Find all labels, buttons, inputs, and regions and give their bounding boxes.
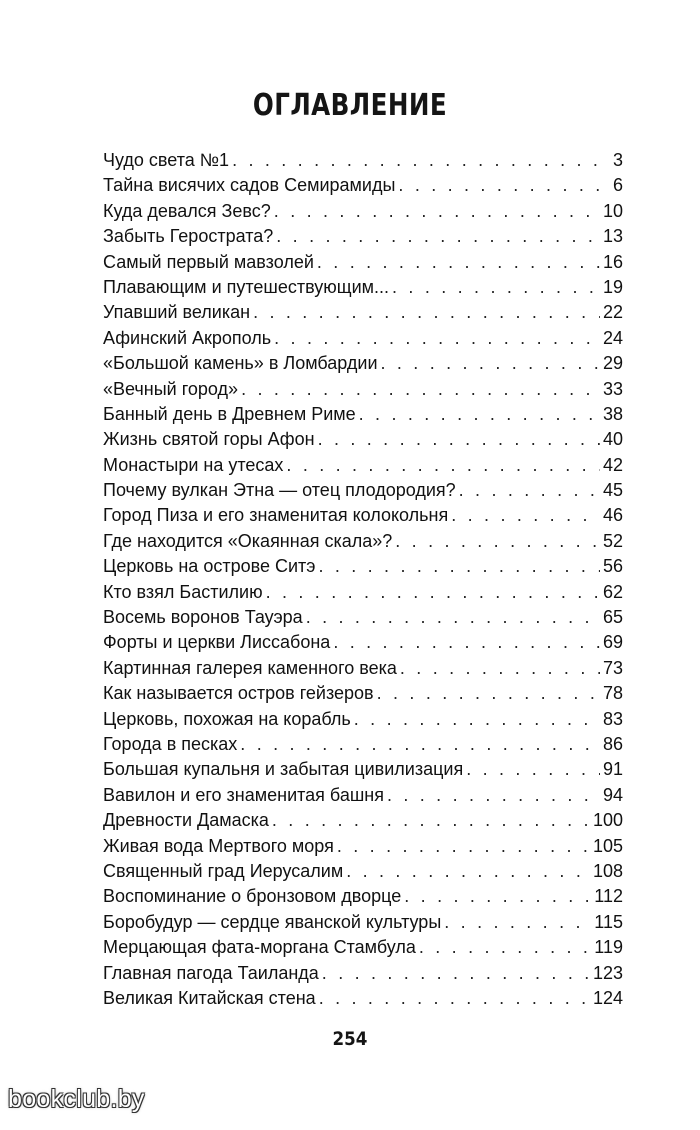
dot-leader [392,275,600,300]
toc-entry-title: Город Пиза и его знаменитая колокольня [103,505,449,526]
dot-leader [377,681,600,706]
toc-entry-page: 86 [602,733,623,754]
dot-leader [266,580,600,605]
toc-entry [103,351,623,376]
page-number: 254 [332,1028,368,1050]
toc-entry [103,529,623,554]
toc-entry [103,630,623,655]
toc-entry-title: Самый первый мавзолей [103,251,314,272]
toc-entry-title: Жизнь святой горы Афон [103,429,315,450]
toc-entry-page: 3 [612,150,623,170]
toc-entry-title: Плавающим и путешествующим... [103,276,390,297]
dot-leader [387,783,600,808]
toc-entry-title: Мерцающая фата-моргана Стамбула [103,937,416,958]
table-of-contents [103,148,623,1011]
toc-entry-title: Упавший великан [103,302,251,323]
toc-entry-page: 115 [594,911,623,932]
toc-entry-page: 45 [602,480,623,501]
dot-leader [286,453,600,478]
dot-leader [272,808,590,833]
toc-entry-page: 123 [592,962,623,983]
toc-entry [103,986,623,1011]
toc-entry [103,757,623,782]
toc-entry-page: 65 [602,607,623,628]
toc-entry-page: 94 [602,784,623,805]
toc-entry-title: Церковь на острове Ситэ [103,556,316,577]
dot-leader [276,224,600,249]
toc-entry-title: Города в песках [103,733,238,754]
toc-entry-page: 73 [602,657,623,678]
dot-leader [444,910,591,935]
dot-leader [337,834,590,859]
toc-entry [103,605,623,630]
toc-entry-title: Вавилон и его знаменитая башня [103,784,384,805]
dot-leader [466,757,600,782]
toc-entry-page: 46 [602,505,623,526]
dot-leader [395,529,600,554]
toc-entry [103,935,623,960]
toc-entry-title: «Вечный город» [103,378,239,399]
toc-entry-page: 52 [602,530,623,551]
toc-entry-title: Картинная галерея каменного века [103,657,397,678]
watermark: bookclub.by [8,1085,145,1113]
toc-entry-page: 112 [594,886,623,907]
toc-entry [103,275,623,300]
toc-entry [103,453,623,478]
toc-entry-title: Как называется остров гейзеров [103,683,374,704]
dot-leader [400,656,600,681]
toc-entry [103,732,623,757]
dot-leader [318,554,600,579]
toc-entry-page: 100 [592,810,623,831]
toc-entry-page: 78 [602,683,623,704]
dot-leader [240,732,600,757]
toc-entry-title: Большая купальня и забытая цивилизация [103,759,464,780]
toc-entry [103,707,623,732]
toc-entry-page: 62 [602,581,623,602]
toc-entry-page: 16 [602,251,623,272]
toc-entry [103,199,623,224]
dot-leader [419,935,591,960]
dot-leader [253,300,600,325]
toc-entry [103,656,623,681]
dot-leader [306,605,600,630]
toc-entry [103,402,623,427]
toc-entry-title: Афинский Акрополь [103,327,272,348]
toc-entry [103,808,623,833]
toc-entry [103,300,623,325]
toc-entry-page: 42 [602,454,623,475]
toc-entry-page: 108 [592,860,623,881]
toc-entry [103,580,623,605]
toc-entry [103,478,623,503]
toc-entry-title: Монастыри на утесах [103,454,284,475]
toc-entry-title: Живая вода Мертвого моря [103,835,334,856]
dot-leader [232,148,604,173]
toc-entry-page: 83 [602,708,623,729]
toc-entry-page: 119 [594,937,623,958]
dot-leader [354,707,600,732]
toc-entry [103,859,623,884]
toc-entry-title: Тайна висячих садов Семирамиды [103,175,396,196]
dot-leader [451,503,600,528]
toc-entry-title: Великая Китайская стена [103,987,316,1008]
toc-entry-page: 33 [602,378,623,399]
toc-entry [103,681,623,706]
toc-entry-title: Чудо света №1 [103,150,230,170]
toc-entry [103,326,623,351]
toc-entry-page: 105 [592,835,623,856]
dot-leader [333,630,600,655]
dot-leader [381,351,600,376]
dot-leader [322,961,590,986]
dot-leader [241,377,600,402]
toc-entry-title: Где находится «Окаянная скала»? [103,530,393,551]
dot-leader [404,884,591,909]
toc-entry [103,377,623,402]
toc-entry [103,554,623,579]
dot-leader [274,326,600,351]
toc-entry-page: 22 [602,302,623,323]
toc-entry-page: 56 [602,556,623,577]
toc-entry-title: Воспоминание о бронзовом дворце [103,886,402,907]
toc-entry-page: 91 [602,759,623,780]
toc-entry-title: Боробудур — сердце яванской культуры [103,911,442,932]
toc-entry [103,224,623,249]
toc-entry [103,910,623,935]
toc-entry-title: Почему вулкан Этна — отец плодородия? [103,480,456,501]
dot-leader [459,478,600,503]
toc-entry-page: 19 [602,276,623,297]
dot-leader [274,199,600,224]
toc-entry-page: 13 [602,226,623,247]
toc-entry-title: Кто взял Бастилию [103,581,263,602]
toc-entry-title: Главная пагода Таиланда [103,962,319,983]
dot-leader [318,427,600,452]
toc-entry-page: 29 [602,353,623,374]
toc-entry [103,884,623,909]
dot-leader [317,250,600,275]
toc-entry-page: 38 [602,403,623,424]
dot-leader [346,859,590,884]
toc-entry [103,148,623,173]
toc-entry-title: Церковь, похожая на корабль [103,708,351,729]
toc-entry-page: 24 [602,327,623,348]
toc-entry [103,250,623,275]
toc-entry-title: Куда девался Зевс? [103,200,271,221]
toc-entry-page: 69 [602,632,623,653]
toc-entry [103,783,623,808]
toc-entry [103,834,623,859]
toc-entry [103,427,623,452]
toc-entry-page: 124 [592,987,623,1008]
toc-entry-page: 40 [602,429,623,450]
dot-leader [319,986,590,1011]
page-title: ОГЛАВЛЕНИЕ [252,88,448,123]
toc-entry [103,173,623,198]
toc-entry-title: Священный град Иерусалим [103,860,344,881]
toc-entry [103,961,623,986]
toc-entry-title: Древности Дамаска [103,810,269,831]
toc-entry-title: Банный день в Древнем Риме [103,403,356,424]
dot-leader [359,402,600,427]
toc-entry-page: 6 [612,175,623,196]
toc-entry [103,503,623,528]
toc-entry-title: «Большой камень» в Ломбардии [103,353,378,374]
toc-entry-title: Форты и церкви Лиссабона [103,632,331,653]
dot-leader [398,173,604,198]
toc-entry-title: Восемь воронов Тауэра [103,607,303,628]
toc-entry-title: Забыть Герострата? [103,226,274,247]
toc-entry-page: 10 [602,200,623,221]
